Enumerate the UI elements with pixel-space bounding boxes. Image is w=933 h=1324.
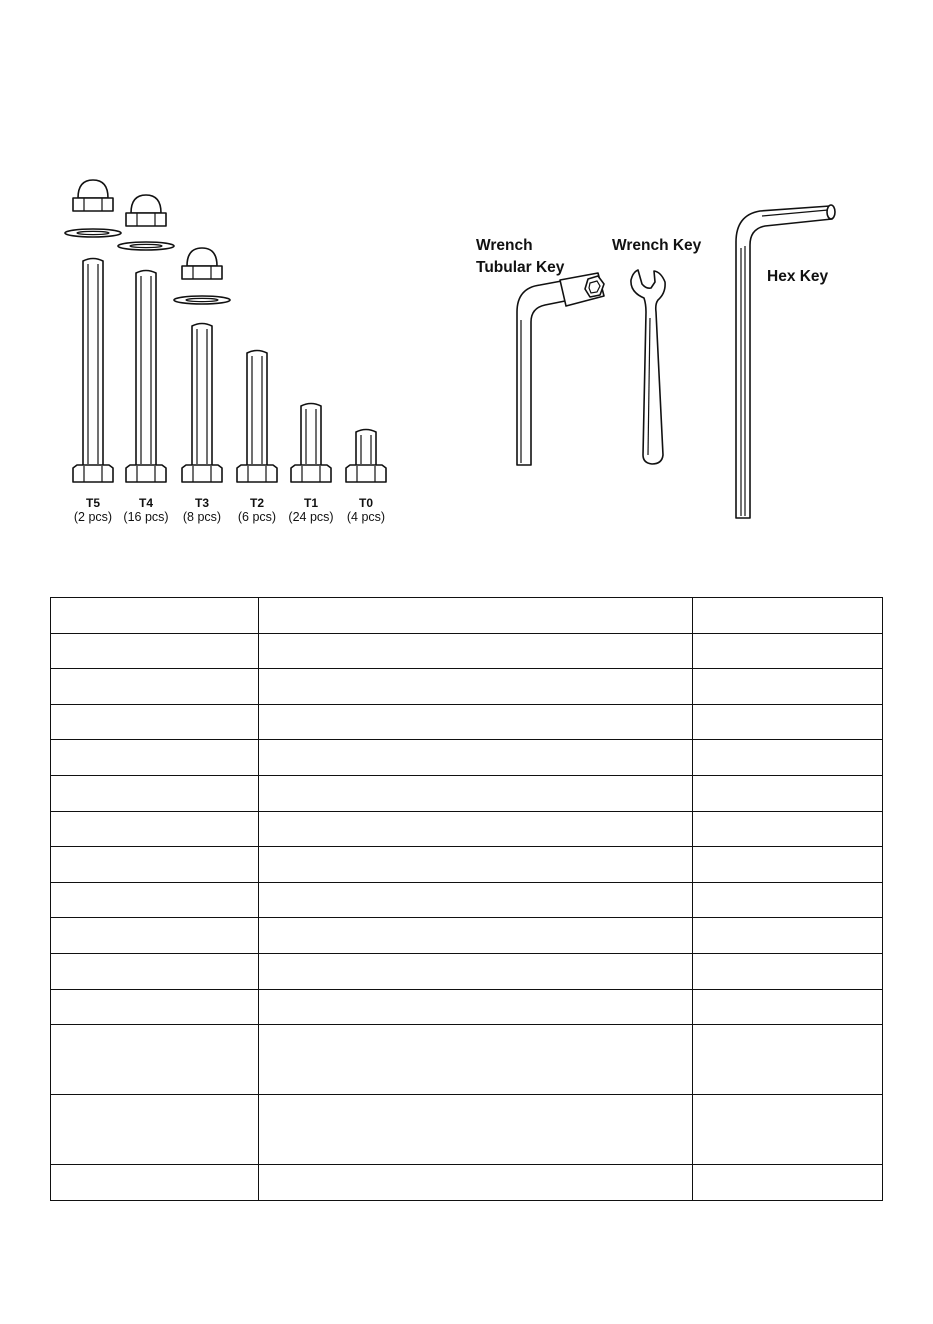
- table-row: [51, 811, 883, 847]
- bolt-t5-shank: [83, 259, 103, 467]
- table-cell: [51, 918, 259, 954]
- table-row: [51, 1095, 883, 1165]
- table-cell: [51, 775, 259, 811]
- bolt-qty-t3: (8 pcs): [182, 510, 222, 524]
- table-row: [51, 1165, 883, 1201]
- table-cell: [51, 882, 259, 918]
- bolt-t4-head: [126, 465, 166, 482]
- table-cell: [51, 1095, 259, 1165]
- table-row: [51, 598, 883, 634]
- table-cell: [259, 811, 693, 847]
- tubular-key-icon: [517, 273, 604, 465]
- table-cell: [259, 847, 693, 883]
- table-cell: [51, 847, 259, 883]
- table-row: [51, 633, 883, 669]
- table-cell: [259, 598, 693, 634]
- bolt-id-t1: T1: [303, 496, 319, 510]
- bolt-t2-shank: [247, 351, 267, 467]
- table-cell: [693, 669, 883, 705]
- table-cell: [259, 669, 693, 705]
- parts-table: [50, 597, 883, 1201]
- table-cell: [693, 1095, 883, 1165]
- bolt-t1-head: [291, 465, 331, 482]
- table-row: [51, 1025, 883, 1095]
- bolt-id-t3: T3: [194, 496, 210, 510]
- bolt-t1-shank: [301, 404, 321, 467]
- parts-table-body: [51, 598, 883, 1201]
- table-cell: [693, 775, 883, 811]
- bolt-id-t4: T4: [138, 496, 154, 510]
- table-cell: [693, 989, 883, 1025]
- bolt-qty-t0: (4 pcs): [346, 510, 386, 524]
- table-cell: [51, 1165, 259, 1201]
- hex-key-label: Hex Key: [767, 268, 829, 285]
- table-row: [51, 704, 883, 740]
- table-cell: [259, 1165, 693, 1201]
- table-cell: [259, 882, 693, 918]
- bolt-t3-washer: [174, 296, 230, 304]
- table-cell: [259, 1025, 693, 1095]
- table-cell: [51, 633, 259, 669]
- table-row: [51, 847, 883, 883]
- table-cell: [51, 598, 259, 634]
- table-cell: [51, 811, 259, 847]
- wrench-key-label: Wrench Key: [612, 237, 702, 254]
- table-cell: [259, 918, 693, 954]
- table-cell: [51, 704, 259, 740]
- table-cell: [693, 1025, 883, 1095]
- table-cell: [259, 989, 693, 1025]
- table-row: [51, 669, 883, 705]
- table-cell: [693, 740, 883, 776]
- table-cell: [693, 918, 883, 954]
- bolt-t3-shank: [192, 324, 212, 467]
- table-cell: [259, 775, 693, 811]
- bolt-t2-head: [237, 465, 277, 482]
- bolt-t3-cap-dome: [187, 248, 217, 266]
- table-row: [51, 740, 883, 776]
- table-cell: [51, 669, 259, 705]
- table-cell: [259, 1095, 693, 1165]
- table-cell: [51, 740, 259, 776]
- bolt-t0-head: [346, 465, 386, 482]
- table-row: [51, 882, 883, 918]
- bolt-id-t5: T5: [85, 496, 101, 510]
- table-row: [51, 953, 883, 989]
- table-row: [51, 918, 883, 954]
- wrench-tubular-label-line1: Wrench: [476, 237, 533, 254]
- bolt-t4-washer: [118, 242, 174, 250]
- table-cell: [693, 1165, 883, 1201]
- bolt-qty-t1: (24 pcs): [288, 510, 334, 524]
- bolt-t5-cap-dome: [78, 180, 108, 198]
- wrench-tubular-label-line2: Tubular Key: [476, 259, 565, 276]
- hex-key-icon: [736, 205, 835, 518]
- bolt-qty-t2: (6 pcs): [237, 510, 277, 524]
- bolt-t5-washer: [65, 229, 121, 237]
- bolt-t5-cap-nut: [73, 198, 113, 211]
- table-row: [51, 775, 883, 811]
- bolt-labels: [74, 496, 385, 524]
- table-cell: [693, 847, 883, 883]
- bolt-t4-cap-nut: [126, 213, 166, 226]
- table-cell: [693, 811, 883, 847]
- bolt-t3-head: [182, 465, 222, 482]
- bolt-qty-t4: (16 pcs): [123, 510, 169, 524]
- bolt-qty-t5: (2 pcs): [73, 510, 113, 524]
- bolt-id-t2: T2: [249, 496, 265, 510]
- bolt-t3-cap-nut: [182, 266, 222, 279]
- bolt-t5-head: [73, 465, 113, 482]
- table-cell: [693, 598, 883, 634]
- table-cell: [259, 704, 693, 740]
- table-cell: [693, 633, 883, 669]
- hardware-figure: [0, 0, 933, 590]
- table-cell: [259, 740, 693, 776]
- table-row: [51, 989, 883, 1025]
- table-cell: [693, 704, 883, 740]
- table-cell: [51, 989, 259, 1025]
- bolt-t4-cap-dome: [131, 195, 161, 213]
- table-cell: [259, 953, 693, 989]
- bolt-t4-shank: [136, 271, 156, 467]
- table-cell: [51, 1025, 259, 1095]
- bolt-t0-shank: [356, 430, 376, 467]
- table-cell: [259, 633, 693, 669]
- table-cell: [693, 882, 883, 918]
- bolt-set: [65, 180, 386, 482]
- bolt-id-t0: T0: [358, 496, 374, 510]
- table-cell: [693, 953, 883, 989]
- table-cell: [51, 953, 259, 989]
- wrench-key-icon: [631, 270, 665, 464]
